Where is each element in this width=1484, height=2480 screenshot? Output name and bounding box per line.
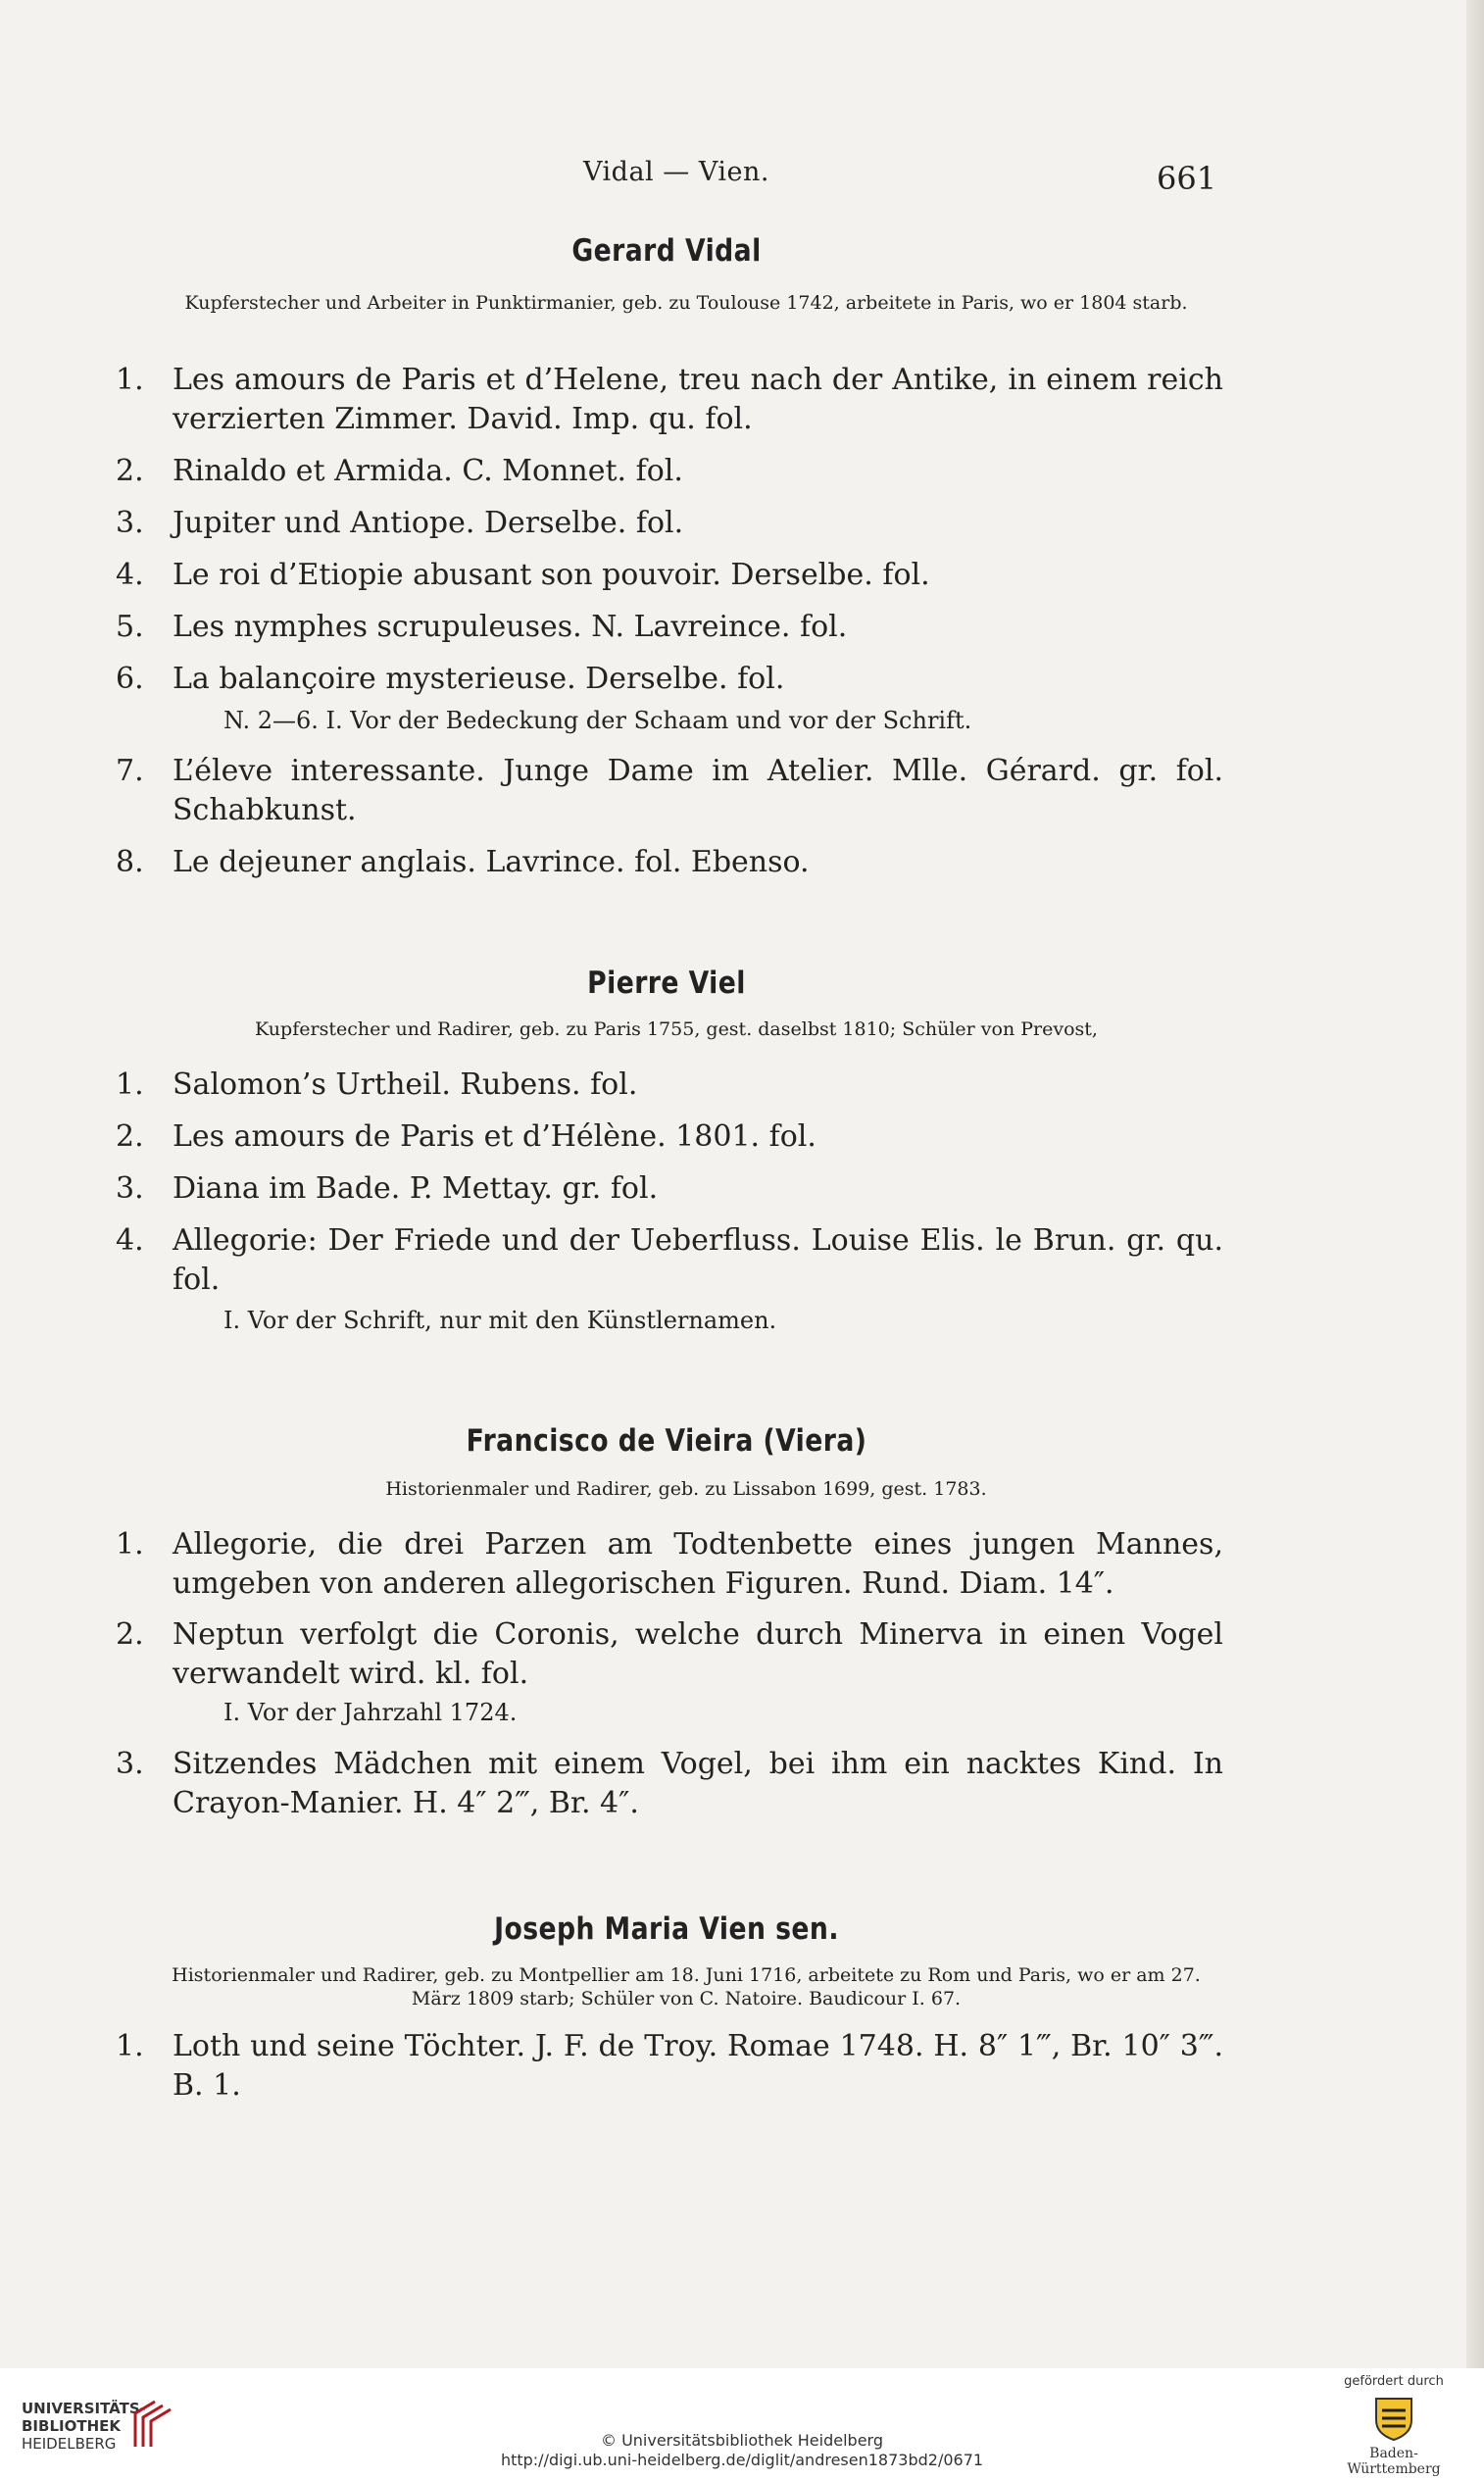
entry-note: N. 2—6. I. Vor der Bedeckung der Schaam und vor der Schrift. (223, 707, 972, 734)
catalog-entry (116, 1615, 1223, 1694)
entry-text: Diana im Bade. P. Mettay. gr. fol. (173, 1171, 659, 1206)
entry-text: Le dejeuner anglais. Lavrince. fol. Ebenso. (173, 845, 810, 879)
entry-number: 1. (116, 1527, 144, 1562)
entry-number: 3. (116, 1171, 144, 1206)
entry-number: 3. (116, 506, 144, 540)
entry-text: Salomon’s Urtheil. Rubens. fol. (173, 1067, 638, 1102)
section-heading: Gerard Vidal (571, 233, 762, 269)
sponsor-block (1325, 2374, 1462, 2477)
catalog-entry (116, 608, 1223, 647)
entry-number: 1. (116, 1067, 144, 1102)
entry-number: 7. (116, 754, 144, 788)
entry-number: 4. (116, 558, 144, 592)
entry-number: 8. (116, 845, 144, 879)
catalog-entry (116, 452, 1223, 491)
catalog-entry (116, 752, 1223, 830)
entry-text: Les amours de Paris et d’Hélène. 1801. fol. (173, 1119, 816, 1154)
catalog-entry (116, 1221, 1223, 1300)
entry-text: L’éleve interessante. Junge Dame im Atelier. Mlle. Gérard. gr. fol. Schabkunst. (173, 754, 1223, 827)
entry-text: Le roi d’Etiopie abusant son pouvoir. Derselbe. fol. (173, 558, 930, 592)
entry-note: I. Vor der Jahrzahl 1724. (223, 1699, 518, 1726)
section-heading: Francisco de Vieira (Viera) (466, 1423, 867, 1459)
entry-text: Rinaldo et Armida. C. Monnet. fol. (173, 454, 683, 488)
section-bio: Historienmaler und Radirer, geb. zu Montpellier am 18. Juni 1716, arbeitete zu Rom und Paris, wo er am 27. März 1809 starb; Schüler von C. Natoire. Baudicour I. 67. (172, 1964, 1201, 2009)
entry-number: 4. (116, 1223, 144, 1258)
catalog-entry (116, 1066, 1223, 1105)
section-bio: Kupferstecher und Radirer, geb. zu Paris 1755, gest. daselbst 1810; Schüler von Prevost, (255, 1018, 1098, 1040)
entry-number: 2. (116, 1617, 144, 1652)
sponsor-name: Baden-Württemberg (1347, 2446, 1441, 2477)
scan-edge (1466, 0, 1484, 2368)
library-line-2: BIBLIOTHEK (22, 2417, 121, 2435)
copyright-text: © Universitätsbibliothek Heidelberg (600, 2431, 883, 2450)
catalog-entry (116, 361, 1223, 439)
running-title: Vidal — Vien. (583, 157, 769, 187)
sponsor-label: gefördert durch (1344, 2374, 1444, 2389)
catalog-entry (116, 1169, 1223, 1209)
entry-text: Allegorie: Der Friede und der Ueberfluss. Louise Elis. le Brun. gr. qu. fol. (173, 1223, 1223, 1297)
copyright-block (0, 2431, 1484, 2470)
entry-text: Allegorie, die drei Parzen am Todtenbette eines jungen Mannes, umgeben von anderen allegorischen Figuren. Rund. Diam. 14″. (173, 1527, 1223, 1601)
entry-text: Neptun verfolgt die Coronis, welche durch Minerva in einen Vogel verwandelt wird. kl. fol. (173, 1617, 1223, 1691)
entry-number: 3. (116, 1747, 144, 1781)
section-bio: Kupferstecher und Arbeiter in Punktirmanier, geb. zu Toulouse 1742, arbeitete in Paris, wo er 1804 starb. (184, 292, 1188, 314)
catalog-entry (116, 1525, 1223, 1604)
library-line-1: UNIVERSITÄTS- (22, 2400, 146, 2417)
library-line-3: HEIDELBERG (22, 2435, 117, 2453)
entry-text: Jupiter und Antiope. Derselbe. fol. (173, 506, 684, 540)
catalog-entry (116, 2027, 1223, 2106)
section-heading: Pierre Viel (587, 966, 746, 1001)
catalog-entry (116, 843, 1223, 882)
entry-text: Sitzendes Mädchen mit einem Vogel, bei ihm ein nacktes Kind. In Crayon-Manier. H. 4″ 2‴, Br. 4″. (173, 1747, 1223, 1820)
entry-text: La balançoire mysterieuse. Derselbe. fol. (173, 662, 785, 696)
section-bio: Historienmaler und Radirer, geb. zu Lissabon 1699, gest. 1783. (385, 1478, 987, 1500)
entry-number: 2. (116, 1119, 144, 1154)
entry-number: 1. (116, 2029, 144, 2063)
state-coat-of-arms-icon (1370, 2393, 1417, 2442)
entry-number: 2. (116, 454, 144, 488)
catalog-entry (116, 1117, 1223, 1157)
entry-number: 5. (116, 610, 144, 644)
catalog-entry (116, 1745, 1223, 1823)
entry-text: Les nymphes scrupuleuses. N. Lavreince. fol. (173, 610, 848, 644)
catalog-entry (116, 660, 1223, 699)
entry-note: I. Vor der Schrift, nur mit den Künstlernamen. (223, 1307, 777, 1334)
permalink[interactable]: http://digi.ub.uni-heidelberg.de/diglit/andresen1873bd2/0671 (500, 2451, 984, 2469)
catalog-entry (116, 556, 1223, 595)
entry-number: 1. (116, 363, 144, 397)
entry-text: Loth und seine Töchter. J. F. de Troy. Romae 1748. H. 8″ 1‴, Br. 10″ 3‴. B. 1. (173, 2029, 1223, 2103)
section-heading: Joseph Maria Vien sen. (494, 1911, 839, 1947)
entry-text: Les amours de Paris et d’Helene, treu nach der Antike, in einem reich verzierten Zimmer. David. Imp. qu. fol. (173, 363, 1223, 436)
page-number: 661 (1157, 160, 1217, 197)
catalog-entry (116, 504, 1223, 543)
entry-number: 6. (116, 662, 144, 696)
